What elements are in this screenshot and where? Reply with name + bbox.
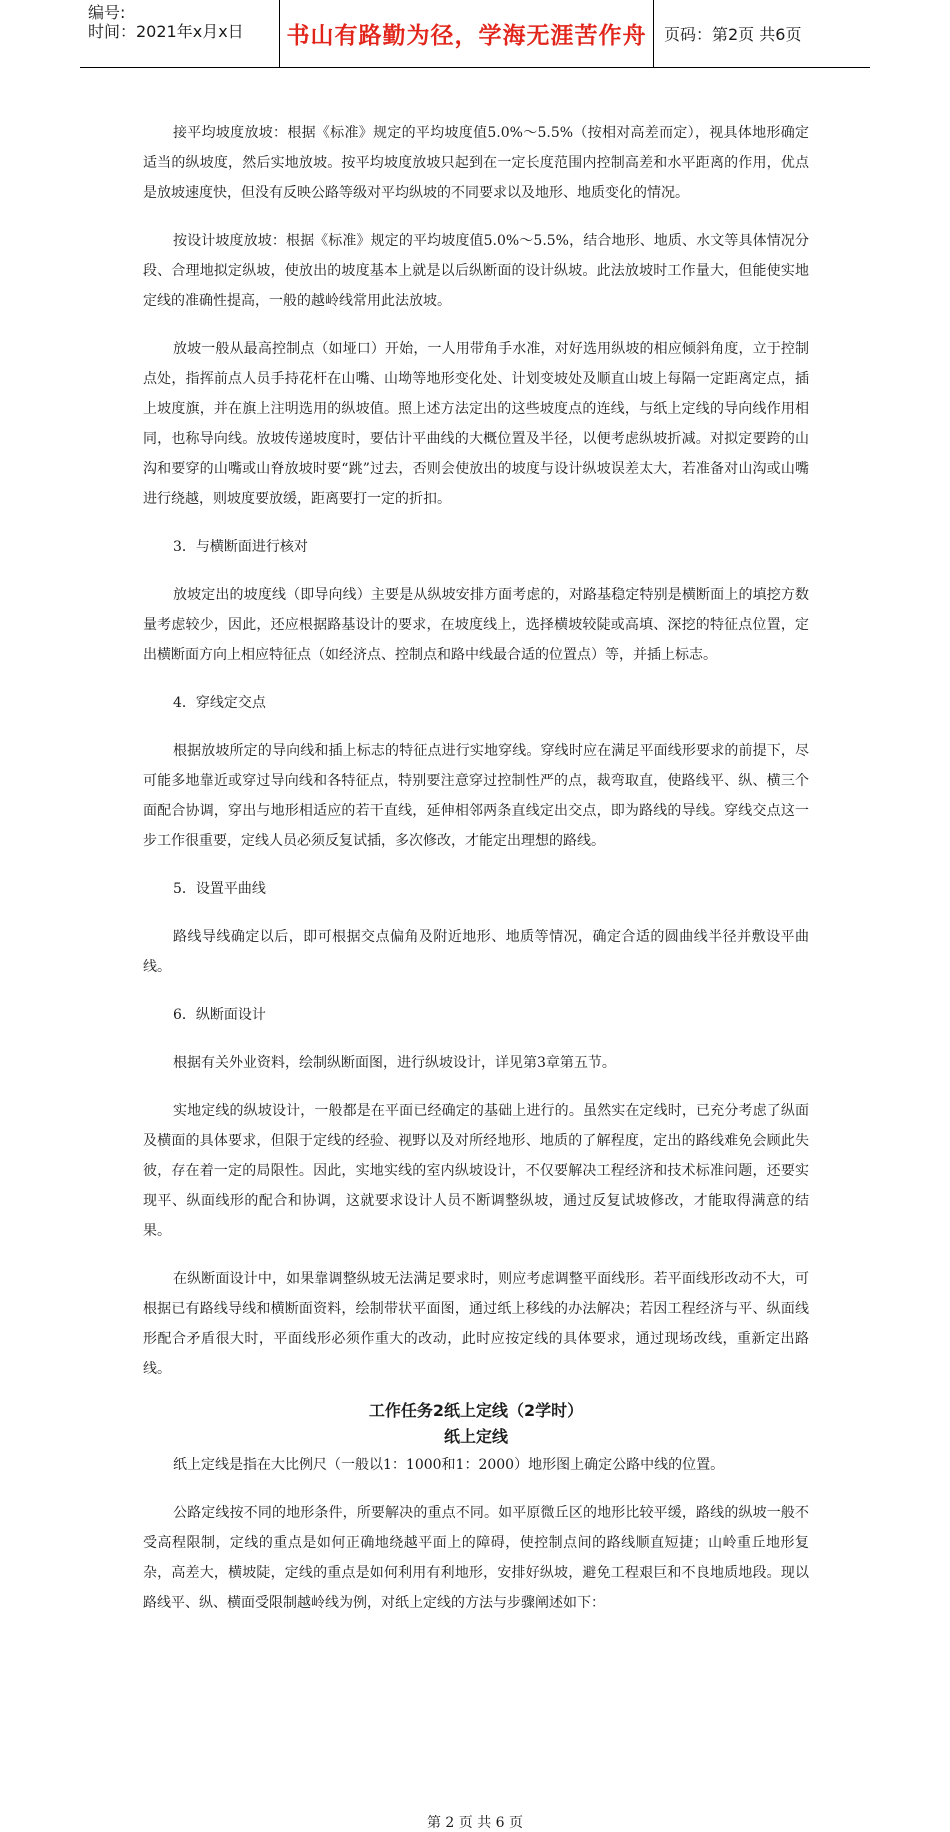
section-heading: 3．与横断面进行核对 <box>173 539 308 555</box>
header-slogan: 书山有路勤为径，学海无涯苦作舟 <box>286 23 647 49</box>
document-time-label: 时间：2021年x月x日 <box>88 22 244 41</box>
task-title: 工作任务2纸上定线（2学时） <box>368 1401 584 1420</box>
header-page-label: 页码：第2页 共6页 <box>664 25 802 44</box>
paragraph: 公路定线按不同的地形条件，所要解决的重点不同。如平原微丘区的地形比较平缓，路线的纵坡一般不受高程限制，定线的重点是如何正确地绕越平面上的障碍，使控制点间的路线顺直短捷；山岭重丘地形复杂，高差大，横坡陡，定线的重点是如何利用有利地形，安排好纵坡，避免工程艰巨和不良地质地段。现以路线平、纵、横面受限制越岭线为例，对纸上定线的方法与步骤阐述如下： <box>143 1505 809 1611</box>
paragraph: 路线导线确定以后，即可根据交点偏角及附近地形、地质等情况，确定合适的圆曲线半径并敷设平曲线。 <box>143 929 809 975</box>
document-number-label: 编号: <box>88 3 126 22</box>
header-page-cell <box>654 0 870 67</box>
section-heading: 6．纵断面设计 <box>173 1007 266 1023</box>
section-heading: 4．穿线定交点 <box>173 695 266 711</box>
paragraph: 放坡一般从最高控制点（如垭口）开始，一人用带角手水准，对好选用纵坡的相应倾斜角度，立于控制点处，指挥前点人员手持花杆在山嘴、山坳等地形变化处、计划变坡处及顺直山坡上每隔一定距离定点，插上坡度旗，并在旗上注明选用的纵坡值。照上述方法定出的这些坡度点的连线，与纸上定线的导向线作用相同，也称导向线。放坡传递坡度时，要估计平曲线的大概位置及半径，以便考虑纵坡折减。对拟定要跨的山沟和要穿的山嘴或山脊放坡时要“跳”过去，否则会使放出的坡度与设计纵坡误差太大，若准备对山沟或山嘴进行绕越，则坡度要放缓，距离要打一定的折扣。 <box>143 341 809 507</box>
paragraph: 按设计坡度放坡：根据《标准》规定的平均坡度值5.0%～5.5%，结合地形、地质、水文等具体情况分段、合理地拟定纵坡，使放出的坡度基本上就是以后纵断面的设计纵坡。此法放坡时工作量大，但能使实地定线的准确性提高，一般的越岭线常用此法放坡。 <box>143 233 809 309</box>
paragraph: 纸上定线是指在大比例尺（一般以1：1000和1：2000）地形图上确定公路中线的位置。 <box>173 1457 725 1473</box>
page-header <box>80 0 870 68</box>
paragraph: 根据放坡所定的导向线和插上标志的特征点进行实地穿线。穿线时应在满足平面线形要求的前提下，尽可能多地靠近或穿过导向线和各特征点，特别要注意穿过控制性严的点，裁弯取直，使路线平、纵、横三个面配合协调，穿出与地形相适应的若干直线，延伸相邻两条直线定出交点，即为路线的导线。穿线交点这一步工作很重要，定线人员必须反复试插，多次修改，才能定出理想的路线。 <box>143 743 809 849</box>
paragraph: 实地定线的纵坡设计，一般都是在平面已经确定的基础上进行的。虽然实在定线时，已充分考虑了纵面及横面的具体要求，但限于定线的经验、视野以及对所经地形、地质的了解程度，定出的路线难免会顾此失彼，存在着一定的局限性。因此，实地实线的室内纵坡设计，不仅要解决工程经济和技术标准问题，还要实现平、纵面线形的配合和协调，这就要求设计人员不断调整纵坡，通过反复试坡修改，才能取得满意的结果。 <box>143 1103 809 1239</box>
paragraph: 放坡定出的坡度线（即导向线）主要是从纵坡安排方面考虑的，对路基稳定特别是横断面上的填挖方数量考虑较少，因此，还应根据路基设计的要求，在坡度线上，选择横坡较陡或高填、深挖的特征点位置，定出横断面方向上相应特征点（如经济点、控制点和路中线最合适的位置点）等，并插上标志。 <box>143 587 809 663</box>
document-body <box>143 118 809 1636</box>
paragraph: 根据有关外业资料，绘制纵断面图，进行纵坡设计，详见第3章第五节。 <box>173 1055 616 1071</box>
page-footer: 第 2 页 共 6 页 <box>426 1815 524 1831</box>
header-slogan-cell <box>280 0 654 67</box>
paragraph: 在纵断面设计中，如果靠调整纵坡无法满足要求时，则应考虑调整平面线形。若平面线形改动不大，可根据已有路线导线和横断面资料，绘制带状平面图，通过纸上移线的办法解决；若因工程经济与平、纵面线形配合矛盾很大时，平面线形必须作重大的改动，此时应按定线的具体要求，通过现场改线，重新定出路线。 <box>143 1271 809 1377</box>
section-heading: 5．设置平曲线 <box>173 881 266 897</box>
header-meta <box>80 0 280 67</box>
paragraph: 接平均坡度放坡：根据《标准》规定的平均坡度值5.0%～5.5%（按相对高差而定），视具体地形确定适当的纵坡度，然后实地放坡。按平均坡度放坡只起到在一定长度范围内控制高差和水平距离的作用，优点是放坡速度快，但没有反映公路等级对平均纵坡的不同要求以及地形、地质变化的情况。 <box>143 125 809 201</box>
section-title: 纸上定线 <box>443 1427 508 1446</box>
